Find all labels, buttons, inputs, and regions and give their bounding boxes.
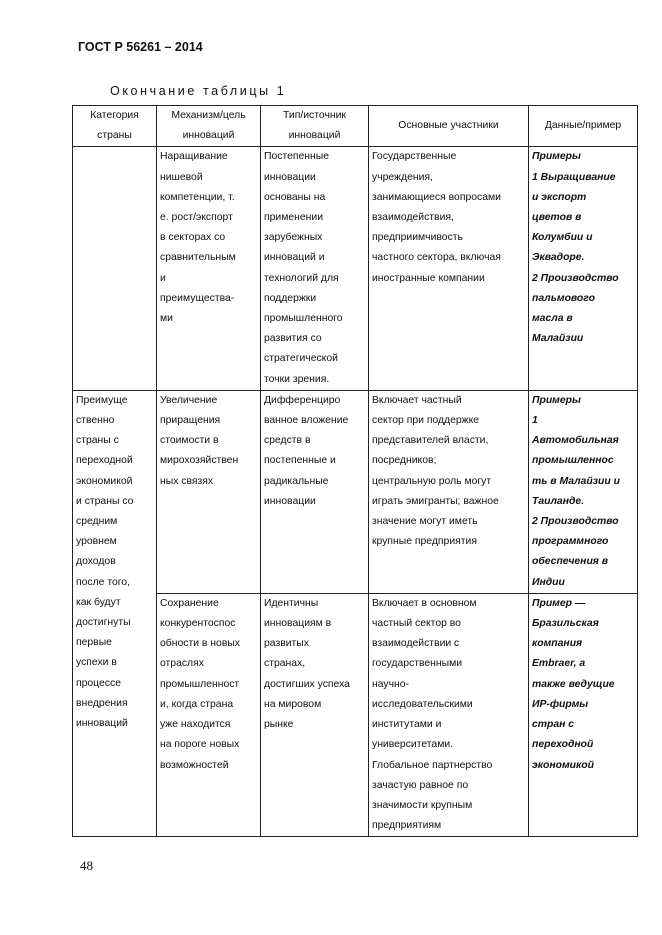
table-row bbox=[73, 147, 638, 390]
table-header-row bbox=[73, 106, 638, 147]
column-header-category: Категория страны bbox=[73, 106, 157, 147]
cell-participants: Включает частный сектор при поддержке представителей власти, посредников; центральную роль могут играть эмигранты; важное значение могут иметь крупные предприятия bbox=[369, 390, 529, 593]
cell-participants: Государственные учреждения, занимающиеся вопросами взаимодействия, предприимчивость частного сектора, включая иностранные компании bbox=[369, 147, 529, 390]
cell-type: Идентичны инновациям в развитых странах, достигших успеха на мировом рынке bbox=[261, 593, 369, 836]
column-header-participants: Основные участники bbox=[369, 106, 529, 147]
innovation-table bbox=[72, 105, 638, 837]
cell-type: Постепенные инновации основаны на применении зарубежных инноваций и технологий для поддержки промышленного развития со стратегической точки зрения. bbox=[261, 147, 369, 390]
cell-participants: Включает в основном частный сектор во взаимодействии с государственными научно- исследовательскими институтами и университетами. Глобальное партнерство зачастую равное по значимости крупным предприятиям bbox=[369, 593, 529, 836]
table-row bbox=[73, 593, 638, 836]
cell-type: Дифференциро ванное вложение средств в постепенные и радикальные инновации bbox=[261, 390, 369, 593]
table-row bbox=[73, 390, 638, 593]
cell-category: Преимуще ственно страны с переходной экономикой и страны со средним уровнем доходов после того, как будут достигнуты первые успехи в процессе внедрения инноваций bbox=[73, 390, 157, 836]
cell-mechanism: Сохранение конкурентоспос обности в новых отраслях промышленност и, когда страна уже находится на пороге новых возможностей bbox=[157, 593, 261, 836]
table-caption: Окончание таблицы 1 bbox=[110, 84, 287, 98]
column-header-data: Данные/пример bbox=[529, 106, 638, 147]
document-header: ГОСТ Р 56261 – 2014 bbox=[78, 40, 203, 54]
cell-category bbox=[73, 147, 157, 390]
cell-mechanism: Наращивание нишевой компетенции, т. е. рост/экспорт в секторах со сравнительным и преимущества- ми bbox=[157, 147, 261, 390]
cell-data: Примеры 1 Автомобильная промышленнос ть в Малайзии и Таиланде. 2 Производство программного обеспечения в Индии bbox=[529, 390, 638, 593]
column-header-type: Тип/источник инноваций bbox=[261, 106, 369, 147]
cell-data: Пример — Бразильская компания Embraer, а также ведущие ИР-фирмы стран с переходной экономикой bbox=[529, 593, 638, 836]
cell-data: Примеры 1 Выращивание и экспорт цветов в Колумбии и Эквадоре. 2 Производство пальмового масла в Малайзии bbox=[529, 147, 638, 390]
page-number: 48 bbox=[80, 858, 93, 873]
cell-mechanism: Увеличение приращения стоимости в мирохозяйствен ных связях bbox=[157, 390, 261, 593]
column-header-mechanism: Механизм/цель инноваций bbox=[157, 106, 261, 147]
